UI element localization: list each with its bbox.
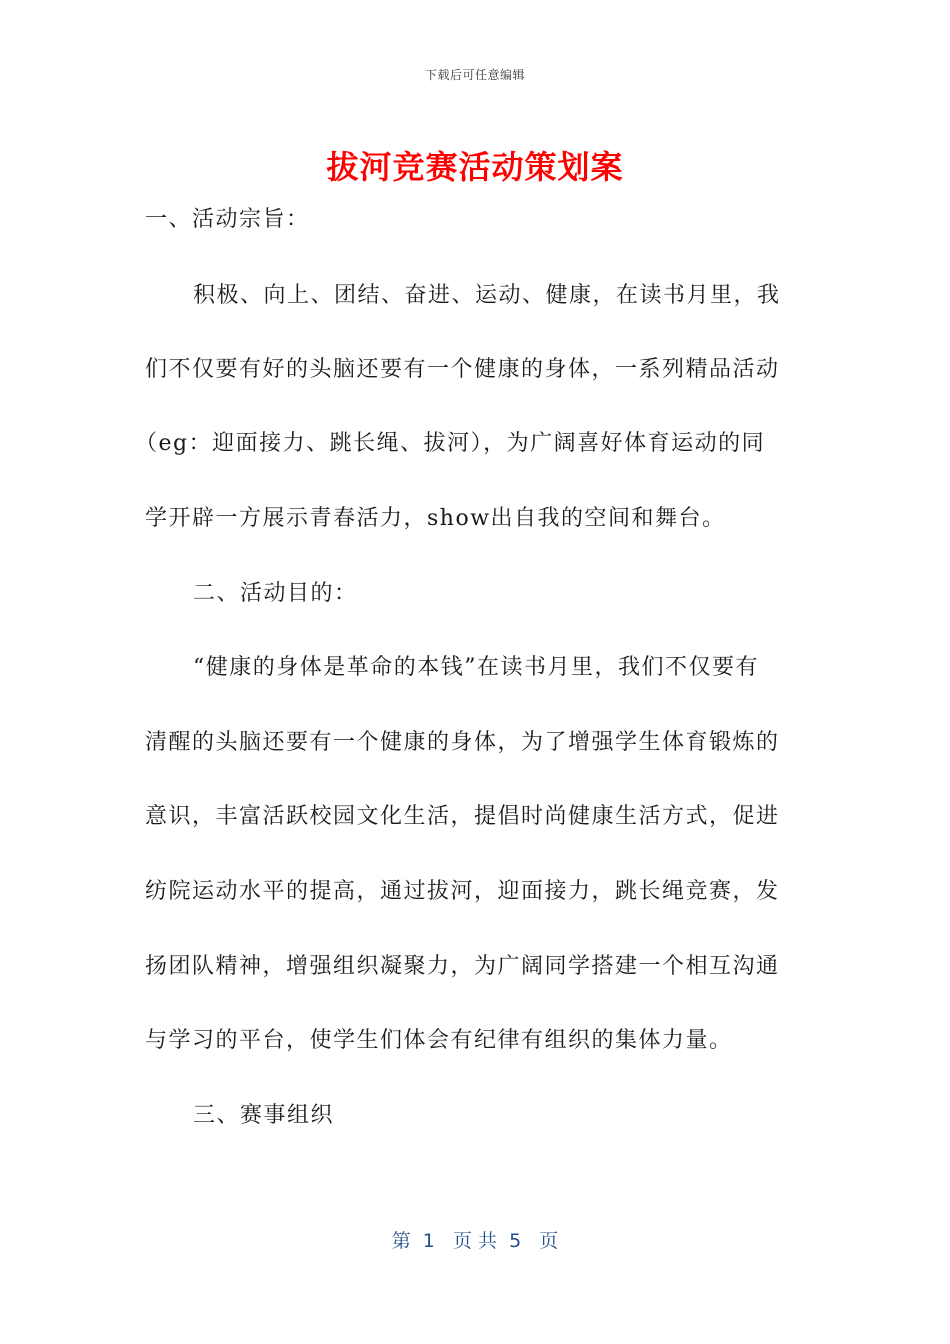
document-title: 拔河竞赛活动策划案 xyxy=(326,148,624,186)
paragraph-line: （eg：迎面接力、跳长绳、拔河），为广阔喜好体育运动的同 xyxy=(135,431,766,456)
page-number-footer: 第 1 页 共 5 页 xyxy=(391,1230,559,1252)
paragraph-line: 学开辟一方展示青春活力，show出自我的空间和舞台。 xyxy=(145,506,726,531)
paragraph-line: 纺院运动水平的提高，通过拔河，迎面接力，跳长绳竞赛，发 xyxy=(145,879,780,904)
paragraph-line: 清醒的头脑还要有一个健康的身体，为了增强学生体育锻炼的 xyxy=(145,730,780,755)
paragraph-line: 意识，丰富活跃校园文化生活，提倡时尚健康生活方式，促进 xyxy=(145,804,780,829)
paragraph-line: “健康的身体是革命的本钱”在读书月里，我们不仅要有 xyxy=(193,655,759,680)
paragraph-line: 们不仅要有好的头脑还要有一个健康的身体，一系列精品活动 xyxy=(145,357,780,382)
paragraph-line: 与学习的平台，使学生们体会有纪律有组织的集体力量。 xyxy=(145,1028,733,1053)
paragraph-line: 扬团队精神，增强组织凝聚力，为广阔同学搭建一个相互沟通 xyxy=(145,954,780,979)
header-note: 下载后可任意编辑 xyxy=(424,68,525,82)
paragraph-line: 积极、向上、团结、奋进、运动、健康，在读书月里，我 xyxy=(193,283,781,308)
section-heading-goal: 二、活动目的： xyxy=(193,581,358,606)
section-heading-organization: 三、赛事组织 xyxy=(193,1103,335,1128)
section-heading-purpose: 一、活动宗旨： xyxy=(145,207,310,232)
